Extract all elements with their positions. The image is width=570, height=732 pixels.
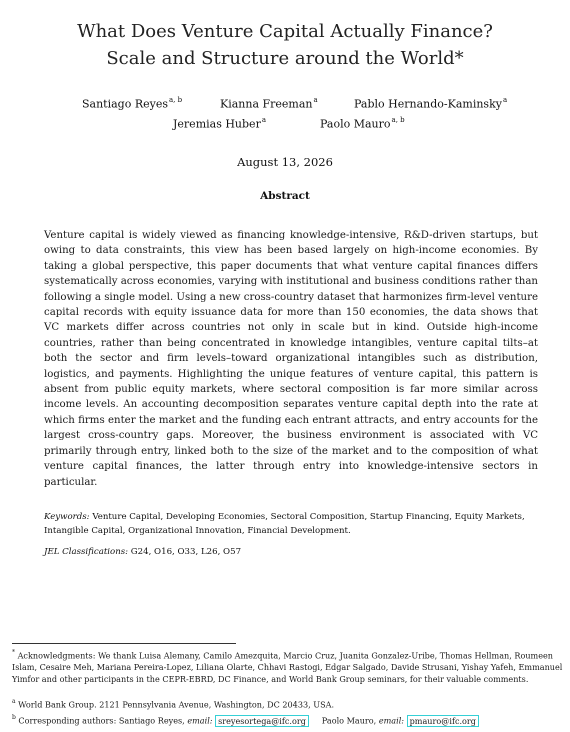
author-3: Pablo Hernando-Kaminsky$^a$	[354, 96, 508, 111]
email-label-1: email:	[187, 715, 213, 726]
corresponding-prefix: Corresponding authors: Santiago Reyes,	[18, 715, 185, 726]
author-row-1	[0, 97, 570, 113]
footnote-mark-b: b	[12, 714, 16, 721]
keywords-label: Keywords:	[44, 512, 90, 522]
keywords-text: Venture Capital, Developing Economies, Sectoral Composition, Startup Financing, Equity Markets, Intangible Capital, Organizational Innovation, Financial Development.	[44, 512, 525, 536]
paper-title	[0, 18, 570, 72]
paper-date: August 13, 2026	[237, 155, 333, 169]
title-line-1: What Does Venture Capital Actually Finance?	[77, 21, 493, 42]
affiliation-a-text: World Bank Group. 2121 Pennsylvania Avenue, Washington, DC 20433, USA.	[18, 699, 335, 710]
jel-text: G24, O16, O33, L26, O57	[130, 547, 242, 557]
author-5: Paolo Mauro$^{a, b}$	[320, 116, 405, 131]
abstract-text: Venture capital is widely viewed as financing knowledge-intensive, R&D-driven startups, but owing to data constraints, this view has been based largely on high-income economies. By taking a global perspective, this paper documents that what venture capital finances differs systematically across economies, varying with institutional and business conditions rather than following a single model. Using a new cross-country dataset that harmonizes firm-level venture capital records with equity issuance data for more than 150 economies, the data shows that VC markets differ across countries not only in scale but in kind. Outside high-income countries, rather than being concentrated in knowledge intangibles, venture capital tilts–at both the sector and firm levels–toward organizational intangibles such as distribution, logistics, and payments. Highlighting the unique features of venture capital, this pattern is absent from public equity markets, where sectoral composition is far more similar across income levels. An accounting decomposition separates venture capital depth into the rate at which firms enter the market and the funding each entrant attracts, and entry accounts for the largest cross-country gaps. Moreover, the business environment is associated with VC primarily through entry, linked both to the size of the market and to the composition of what venture capital finances, the latter through entry into knowledge-intensive sectors in particular.	[44, 230, 538, 488]
footnote-acknowledgments	[12, 648, 568, 685]
keywords	[44, 510, 542, 538]
acknowledgments-text: Acknowledgments: We thank Luisa Alemany, Camilo Amezquita, Marcio Cruz, Juanita Gonzalez-Uribe, Thomas Hellman, Roumeen Islam, Cesaire Meh, Mariana Pereira-Lopez, Liliana Olarte, Chhavi Rastogi, Edgar Salgado, Davide Strusani, Yishay Yafeh, Emmanuel Yimfor and other participants in the CEPR-EBRD, DC Finance, and World Bank Group seminars, for their valuable comments.	[12, 650, 563, 684]
email-label-2: email:	[378, 715, 405, 726]
corresponding-second: Paolo Mauro,	[321, 715, 377, 726]
email-link-reyes[interactable]: sreyesortega@ifc.org	[215, 715, 309, 727]
author-2: Kianna Freeman$^a$	[220, 96, 318, 111]
jel-classifications	[44, 547, 542, 557]
email-link-mauro[interactable]: pmauro@ifc.org	[407, 715, 479, 727]
footnote-corresponding	[12, 713, 568, 727]
jel-label: JEL Classifications:	[44, 547, 129, 557]
author-4: Jeremias Huber$^a$	[173, 116, 267, 131]
title-line-2: Scale and Structure around the World*	[106, 48, 464, 69]
footnote-mark-a: a	[12, 698, 16, 705]
author-1: Santiago Reyes$^{a, b}$	[82, 96, 183, 111]
author-row-2	[0, 117, 570, 133]
abstract-heading: Abstract	[260, 190, 310, 202]
footnote-affiliation-a	[12, 697, 568, 711]
footnote-mark-star: *	[12, 649, 15, 656]
footnote-divider	[12, 643, 236, 644]
